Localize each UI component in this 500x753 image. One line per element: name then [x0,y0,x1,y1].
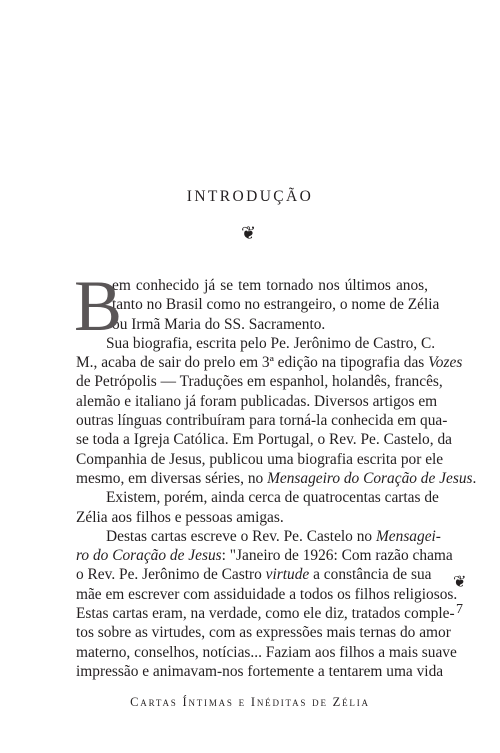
text-line: mãe em escrever com assiduidade a todos os filhos religiosos. [76,585,458,603]
fleuron-icon: ❦ [241,223,257,244]
italic-word: virtude [265,566,310,584]
chapter-title: INTRODUÇÃO [186,188,314,205]
text-segment: M., acaba de sair do prelo em 3ª edição na tipografia das [76,354,429,372]
page-number: 7 [456,602,463,617]
text-line: em conhecido já se tem tornado nos últimos anos, [112,277,428,294]
text-line: alemão e italiano já foram publicadas. Diversos artigos em [76,392,438,410]
text-line: ou Irmã Maria do SS. Sacramento. [112,315,326,333]
text-line: se toda a Igreja Católica. Em Portugal, o Rev. Pe. Castelo, da [76,431,452,449]
text-line [76,469,477,488]
text-line: Existem, porém, ainda cerca de quatrocentas cartas de [106,489,439,507]
text-line: Sua biografia, escrita pelo Pe. Jerônimo de Castro, C. [106,334,436,352]
text-line: impressão e animavam-nos fortemente a tentarem uma vida [76,662,444,680]
text-line: outras línguas contribuíram para torná-la conhecida em qua- [76,412,448,430]
running-footer: Cartas Íntimas e Inéditas de Zélia [130,695,370,709]
text-segment: . [472,469,477,487]
text-line [76,546,453,565]
text-line: Companhia de Jesus, publicou uma biografia escrita por ele [76,450,444,468]
text-line [76,353,463,372]
text-segment: a constância de sua [309,566,432,584]
italic-title: Mensageiro do Coração de Jesus [267,469,473,487]
text-line: de Petrópolis — Traduções em espanhol, holandês, francês, [76,373,443,391]
text-line: tos sobre as virtudes, com as expressões mais ternas do amor [76,624,451,642]
text-segment: o Rev. Pe. Jerônimo de Castro [76,566,266,584]
text-line: materno, conselhos, notícias... Faziam aos filhos a mais suave [76,643,457,661]
italic-title: Mensagei- [375,527,441,545]
text-line: tanto no Brasil como no estrangeiro, o nome de Zélia [112,296,440,314]
text-segment: mesmo, em diversas séries, no [76,469,268,487]
text-line: Zélia aos filhos e pessoas amigas. [76,508,284,526]
body-text [74,266,477,681]
text-line [76,527,441,546]
drop-cap: B [74,266,123,346]
text-line: Estas cartas eram, na verdade, como ele diz, tratados comple- [76,605,455,623]
italic-title: Vozes [428,354,463,372]
italic-title: ro do Coração de Jesus [76,547,222,565]
fleuron-icon: ❦ [453,572,467,591]
text-segment: : "Janeiro de 1926: Com razão chama [221,547,453,565]
text-segment: Destas cartas escreve o Rev. Pe. Castelo no [106,527,376,545]
text-line [76,565,432,584]
